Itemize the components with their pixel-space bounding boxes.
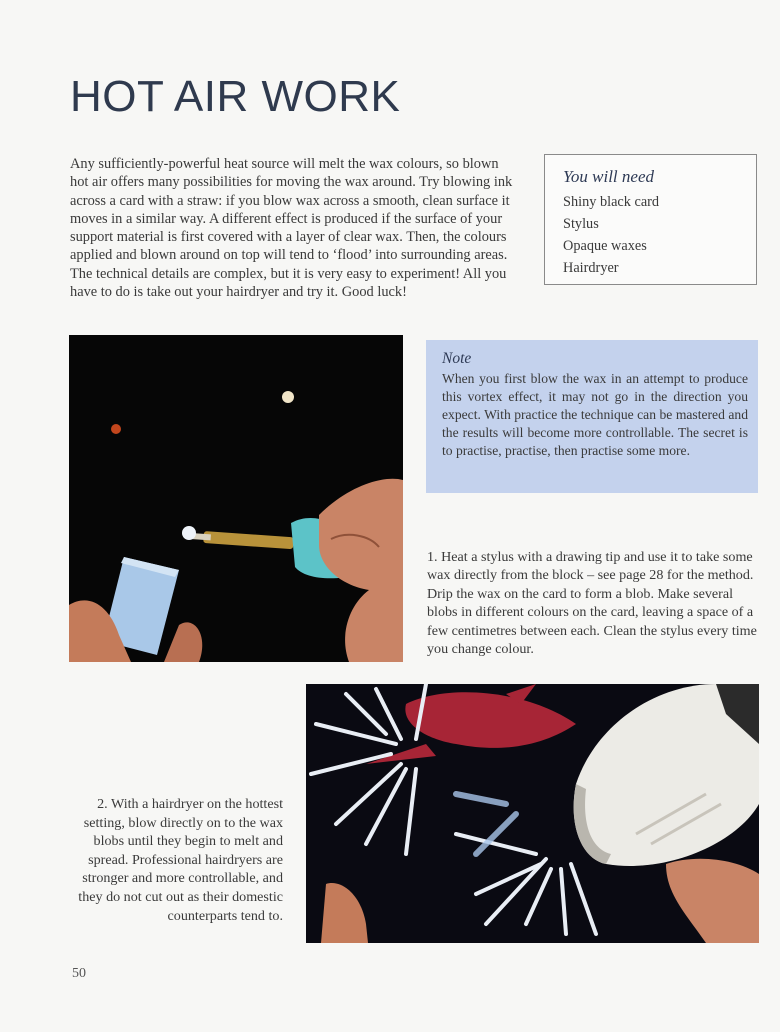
step-1-text: 1. Heat a stylus with a drawing tip and use it to take some wax directly from the block – see page 28 for the method. Drip the wax on the card to form a blob. Make several blobs in different colours on the card, leaving a space of a few centimetres between each. Clean the stylus every time you change colour. <box>427 549 757 658</box>
need-item-card: Shiny black card <box>563 194 660 210</box>
need-item-stylus: Stylus <box>563 216 599 232</box>
note-title: Note <box>442 350 472 367</box>
intro-paragraph: Any sufficiently-powerful heat source will melt the wax colours, so blown hot air offers many possibilities for moving the wax around. Try blowing ink across a card with a straw: if you blow wax across a smooth, clean surface it moves in a similar way. A different effect is produced if the surface of your support material is first covered with a layer of clear wax. Then, the colours applied and blown around on top will tend to ‘flood’ into surrounding areas. The technical details are complex, but it is very easy to experiment! All you have to do is take out your hairdryer and try it. Good luck! <box>70 156 513 301</box>
page-title: HOT AIR WORK <box>70 72 401 121</box>
need-item-waxes: Opaque waxes <box>563 238 647 254</box>
note-box <box>426 340 758 493</box>
wax-dot-orange <box>111 424 121 434</box>
you-will-need-box <box>544 154 757 285</box>
wax-dot-cream <box>282 391 294 403</box>
stylus-photo <box>69 335 403 662</box>
note-text: When you first blow the wax in an attempt to produce this vortex effect, it may not go in the direction you expect. With practice the technique can be mastered and the results will become more controllable. The secret is to practise, practise, then practise some more. <box>442 371 748 458</box>
hairdryer-photo <box>306 684 759 943</box>
page-number: 50 <box>72 966 86 981</box>
step-2-text: 2. With a hairdryer on the hottest setting, blow directly on to the wax blobs until they begin to melt and spread. Professional hairdryers are stronger and more controllable, and they do not cut out as their domestic counterparts tend to. <box>78 796 283 924</box>
you-will-need-title: You will need <box>563 167 654 186</box>
need-item-hairdryer: Hairdryer <box>563 260 619 276</box>
you-will-need-list <box>563 191 738 279</box>
